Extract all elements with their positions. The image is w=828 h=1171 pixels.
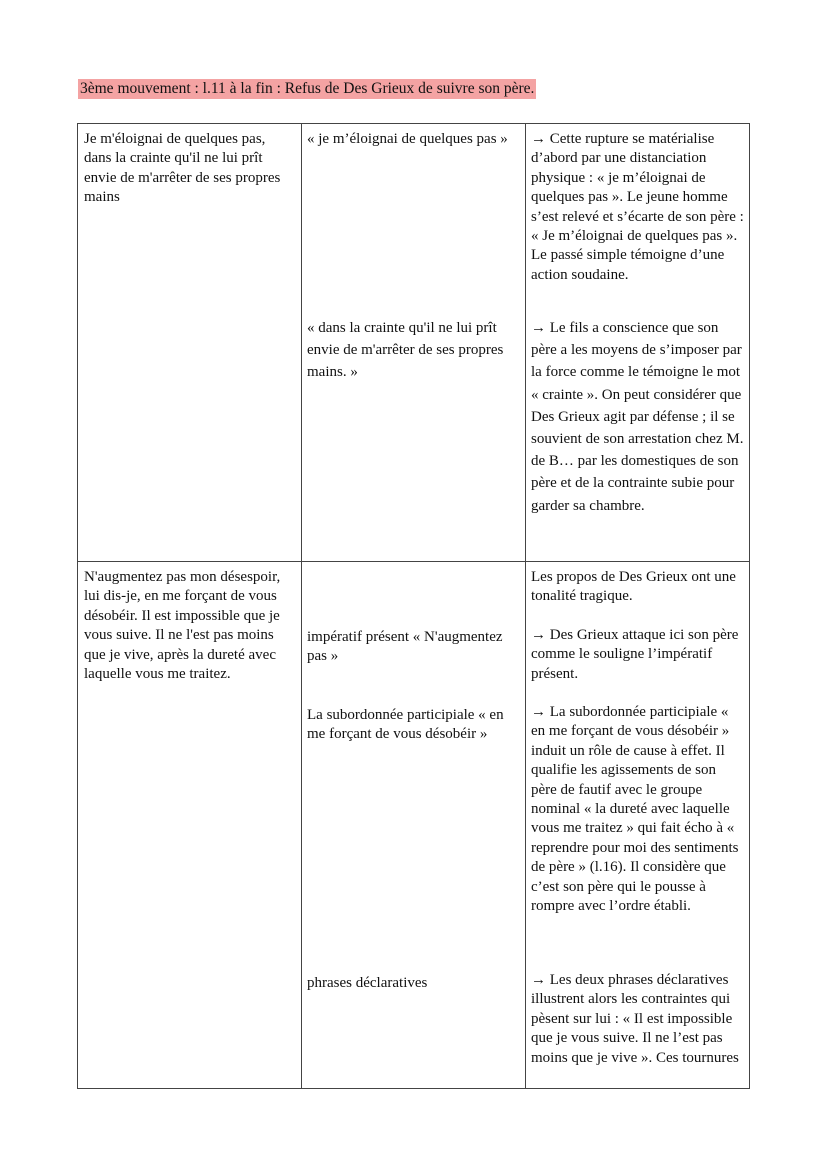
row-1-device-1: « je m’éloignai de quelques pas »: [307, 131, 508, 147]
row-2-device-2: La subordonnée participiale « en me forçant de vous désobéir »: [307, 707, 504, 743]
column-divider: [525, 124, 526, 1088]
analysis-table: [77, 123, 750, 1089]
row-2-analysis-3: → Les deux phrases déclaratives illustrent alors les contraintes qui pèsent sur lui : « Il est impossible que je vous suive. Il ne l’est pas moins que je vive ». Ces tournures: [531, 972, 739, 1066]
row-1-device-2: « dans la crainte qu'il ne lui prît envie de m'arrêter de ses propres mains. »: [307, 320, 504, 381]
row-2-device-1: impératif présent « N'augmentez pas »: [307, 629, 503, 665]
row-1-analysis-1: → Cette rupture se matérialise d’abord par une distanciation physique : « je m’éloignai de quelques pas ». Le jeune homme s’est relevé et s’écarte de son père : « Je m’éloignai de quelques pas ». Le passé simple témoigne d’une action soudaine.: [531, 131, 744, 283]
row-2-intro: Les propos de Des Grieux ont une tonalité tragique.: [531, 569, 736, 605]
row-2-analysis-1: → Des Grieux attaque ici son père comme le souligne l’impératif présent.: [531, 627, 739, 682]
row-2-device-3: phrases déclaratives: [307, 975, 428, 991]
row-1-quote: Je m'éloignai de quelques pas, dans la crainte qu'il ne lui prît envie de m'arrêter de ses propres mains: [84, 131, 281, 206]
row-divider: [78, 561, 749, 562]
row-2-analysis-2: → La subordonnée participiale « en me forçant de vous désobéir » induit un rôle de cause à effet. Il qualifie les agissements de son père de fautif avec le groupe nominal « la dureté avec laquelle vous me traitez » qui fait écho à « reprendre pour moi des sentiments de père » (l.16). Il considère que c’est son père qui le pousse à rompre avec l’ordre établi.: [531, 704, 739, 915]
column-divider: [301, 124, 302, 1088]
section-heading: 3ème mouvement : l.11 à la fin : Refus de Des Grieux de suivre son père.: [80, 80, 535, 97]
row-1-analysis-2: → Le fils a conscience que son père a les moyens de s’imposer par la force comme le témoigne le mot « crainte ». On peut considérer que Des Grieux agit par défense ; il se souvient de son arrestation chez M. de B… par les domestiques de son père et de la contrainte subie pour garder sa chambre.: [531, 320, 744, 514]
row-2-quote: N'augmentez pas mon désespoir, lui dis-je, en me forçant de vous désobéir. Il est impossible que je vous suive. Il ne l'est pas moins que je vive, après la dureté avec laquelle vous me traitez.: [84, 569, 281, 683]
